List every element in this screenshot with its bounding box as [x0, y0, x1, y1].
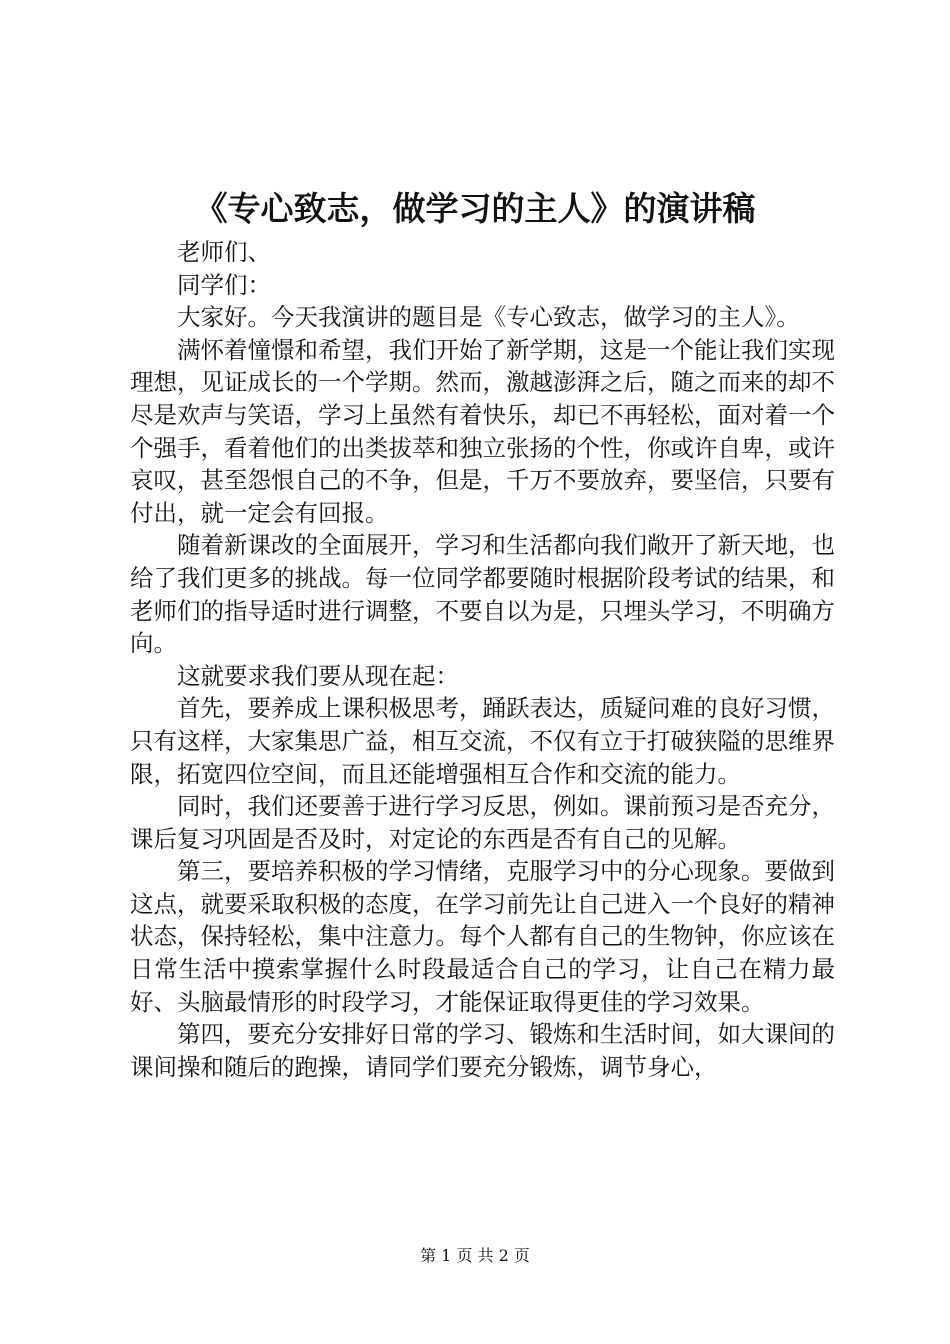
salutation-teachers: 老师们、: [177, 238, 271, 266]
document-title: 《专心致志，做学习的主人》的演讲稿: [194, 189, 756, 228]
paragraph-third-point: 第三，要培养积极的学习情绪，克服学习中的分心现象。要做到这点，就要采取积极的态度，在学习前先让自己进入一个良好的精神状态，保持轻松，集中注意力。每个人都有自己的生物钟，你应该在日常生活中摸索掌握什么时段最适合自己的学习，让自己在精力最好、头脑最情形的时段学习，才能保证取得更佳的学习效果。: [130, 857, 835, 1016]
paragraph-reflection: 同时，我们还要善于进行学习反思，例如。课前预习是否充分，课后复习巩固是否及时，对定论的东西是否有自己的见解。: [130, 792, 835, 853]
paragraph-greeting: 大家好。今天我演讲的题目是《专心致志，做学习的主人》。: [177, 303, 800, 332]
paragraph-first-point: 首先，要养成上课积极思考，踊跃表达，质疑问难的良好习惯，只有这样，大家集思广益，相互交流，不仅有立于打破狭隘的思维界限，拓宽四位空间，而且还能增强相互合作和交流的能力。: [130, 694, 835, 788]
paragraph-fourth-point: 第四，要充分安排好日常的学习、锻炼和生活时间，如大课间的课间操和随后的跑操，请同学们要充分锻炼，调节身心，: [130, 1020, 835, 1081]
paragraph-curriculum-reform: 随着新课改的全面展开，学习和生活都向我们敞开了新天地，也给了我们更多的挑战。每一位同学都要随时根据阶段考试的结果，和老师们的指导适时进行调整，不要自以为是，只埋头学习，不明确方向。: [130, 531, 835, 658]
paragraph-requirement-intro: 这就要求我们要从现在起：: [177, 661, 459, 690]
page-number-footer: 第 1 页 共 2 页: [420, 1246, 530, 1265]
document-body: [130, 236, 835, 1083]
salutation-students: 同学们：: [177, 270, 271, 299]
paragraph-new-semester: 满怀着憧憬和希望，我们开始了新学期，这是一个能让我们实现理想，见证成长的一个学期。然而，激越澎湃之后，随之而来的却不尽是欢声与笑语，学习上虽然有着快乐，却已不再轻松，面对着一个个强手，看着他们的出类拔萃和独立张扬的个性，你或许自卑，或许哀叹，甚至怨恨自己的不争，但是，千万不要放弃，要坚信，只要有付出，就一定会有回报。: [130, 335, 835, 527]
